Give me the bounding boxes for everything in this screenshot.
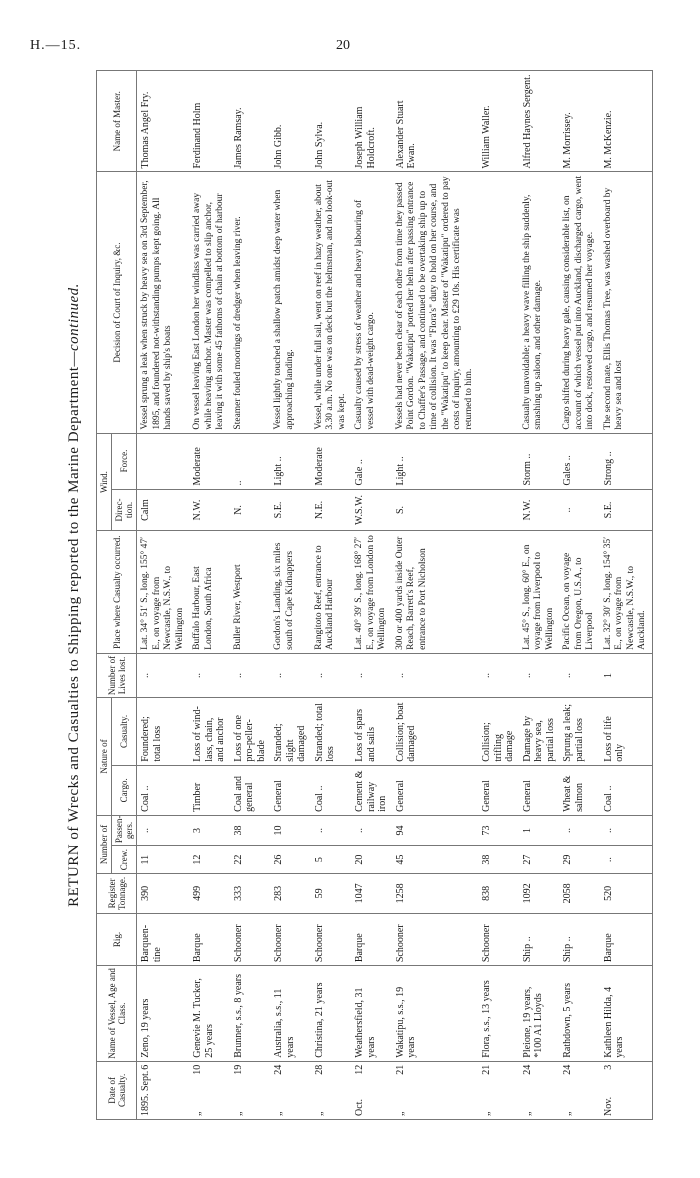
cell-cargo: General xyxy=(392,765,479,815)
cell-tonnage: 1092 xyxy=(519,874,560,914)
cell-place: Lat. 40° 39′ S., long. 168° 27′ E., on voyage from London to Wellington xyxy=(351,531,392,653)
table-row xyxy=(137,71,190,1120)
cell-passengers: 3 xyxy=(189,815,230,845)
header-cargo: Cargo. xyxy=(112,765,137,815)
page-ref: H.—15. xyxy=(30,38,82,53)
cell-direction: Calm xyxy=(137,489,190,531)
cell-casualty: Stranded; slight damaged xyxy=(270,698,311,766)
table-row xyxy=(311,71,352,1120)
date-month: „ xyxy=(313,1111,325,1116)
cell-tonnage: 283 xyxy=(270,874,311,914)
header-number-of: Number of xyxy=(97,815,112,873)
cell-lives: .. xyxy=(392,653,479,697)
cell-passengers: 94 xyxy=(392,815,479,845)
cell-place: 300 or 400 yards inside Outer Reach, Barrett's Reef, entrance to Port Nicholson xyxy=(392,531,479,653)
cell-passengers: 10 xyxy=(270,815,311,845)
date-month: „ xyxy=(481,1111,492,1116)
cell-lives: .. xyxy=(519,653,560,697)
cell-force: Moderate xyxy=(189,433,230,489)
cell-place: Lat. 45° S., long. 60° E., on voyage from Liverpool to Wellington xyxy=(519,531,560,653)
cell-direction: S.E. xyxy=(270,489,311,531)
cell-direction: N.E. xyxy=(311,489,352,531)
header-master: Name of Master. xyxy=(97,71,137,173)
page-number: 20 xyxy=(336,38,350,53)
cell-date xyxy=(270,1061,311,1119)
cell-master: John Sylva. xyxy=(311,71,352,173)
cell-crew: 12 xyxy=(189,846,230,874)
cell-cargo: General xyxy=(270,765,311,815)
cell-force: Light .. xyxy=(392,433,479,489)
table-row xyxy=(230,71,271,1120)
cell-decision: Steamer fouled moorings of dredger when leaving river. xyxy=(230,172,271,433)
date-day: 6 xyxy=(140,1064,151,1070)
cell-vessel: Wakatipu, s.s., 19 years xyxy=(392,966,479,1062)
cell-vessel: Flora, s.s., 13 years xyxy=(478,966,519,1062)
title-continued: continued. xyxy=(66,283,82,351)
date-month: „ xyxy=(232,1111,244,1116)
cell-decision: Vessel sprung a leak when struck by heavy sea on 3rd September, 1895, and foundered not-withstanding pumps kept going. All hands saved by ship's boats xyxy=(137,172,190,433)
cell-casualty: Loss of spars and sails xyxy=(351,698,392,766)
table-row xyxy=(559,71,600,1120)
date-month: „ xyxy=(521,1111,533,1116)
cell-force xyxy=(137,433,190,489)
cell-cargo: Wheat & salmon xyxy=(559,765,600,815)
header-date: Date of Casualty. xyxy=(97,1061,137,1119)
cell-vessel: Genevie M. Tucker, 25 years xyxy=(189,966,230,1062)
cell-rig: Ship .. xyxy=(519,913,560,965)
cell-force: Storm .. xyxy=(519,433,560,489)
header-casualty: Casualty. xyxy=(112,698,137,766)
cell-casualty: Stranded; total loss xyxy=(311,698,352,766)
cell-master: M. Morrissey. xyxy=(559,71,600,173)
cell-passengers: 38 xyxy=(230,815,271,845)
cell-rig: Schooner xyxy=(270,913,311,965)
table-row xyxy=(270,71,311,1120)
date-day: 24 xyxy=(273,1064,284,1075)
cell-passengers: .. xyxy=(559,815,600,845)
cell-rig: Schooner xyxy=(478,913,519,965)
cell-force: Strong .. xyxy=(600,433,653,489)
cell-cargo: Coal .. xyxy=(311,765,352,815)
table-row xyxy=(189,71,230,1120)
cell-vessel: Christina, 21 years xyxy=(311,966,352,1062)
cell-casualty: Foundered; total loss xyxy=(137,698,190,766)
date-month: „ xyxy=(394,1111,406,1116)
cell-decision: On vessel leaving East London her windlass was carried away while heaving anchor. Master was compelled to slip anchor, leaving it with some 45 fathoms of chain at bottom of harbour xyxy=(189,172,230,433)
cell-casualty: Loss of wind-lass, chain, and anchor xyxy=(189,698,230,766)
cell-crew: 20 xyxy=(351,846,392,874)
cell-force: Light .. xyxy=(270,433,311,489)
cell-date xyxy=(478,1061,519,1119)
header-force: Force. xyxy=(112,433,137,489)
cell-rig: Barque xyxy=(600,913,653,965)
cell-rig: Schooner xyxy=(392,913,479,965)
cell-date xyxy=(189,1061,230,1119)
cell-lives: .. xyxy=(230,653,271,697)
cell-cargo: General xyxy=(519,765,560,815)
rotated-table-page xyxy=(62,70,700,1120)
cell-cargo: Cement & railway iron xyxy=(351,765,392,815)
header-place: Place where Casualty occurred. xyxy=(97,531,137,653)
cell-decision: Casualty unavoidable; a heavy wave filling the ship suddenly, smashing up saloon, and other damage. xyxy=(519,172,560,433)
cell-direction: .. xyxy=(559,489,600,531)
cell-lives: .. xyxy=(559,653,600,697)
cell-master: Thomas Angel Fry. xyxy=(137,71,190,173)
date-day: 12 xyxy=(354,1064,365,1075)
cell-lives: .. xyxy=(270,653,311,697)
header-tonnage: Register Tonnage. xyxy=(97,874,137,914)
cell-master: Joseph William Holdcroft. xyxy=(351,71,392,173)
cell-crew: .. xyxy=(600,846,653,874)
cell-force: Gale .. xyxy=(351,433,392,489)
header-wind: Wind. xyxy=(97,433,112,531)
cell-rig: Barque xyxy=(351,913,392,965)
header-vessel: Name of Vessel, Age and Class. xyxy=(97,966,137,1062)
header-rig: Rig. xyxy=(97,913,137,965)
cell-cargo: Coal .. xyxy=(600,765,653,815)
cell-rig: Schooner xyxy=(311,913,352,965)
cell-master: Alfred Haynes Sergent. xyxy=(519,71,560,173)
cell-decision: Cargo shifted during heavy gale, causing considerable list, on account of which vessel put into Auckland, discharged cargo, went into dock, restowed cargo, and resumed her voyage. xyxy=(559,172,600,433)
cell-date xyxy=(137,1061,190,1119)
cell-decision: Vessel, while under full sail, went on reef in hazy weather, about 3.30 a.m. No one was on deck but the helmsman, and no look-out was kept. xyxy=(311,172,352,433)
header-crew: Crew. xyxy=(112,846,137,874)
cell-place: Buffalo Harbour, East London, South Africa xyxy=(189,531,230,653)
title-main: RETURN of Wrecks and Casualties to Shipping reported to the Marine Department— xyxy=(66,351,82,907)
cell-lives: .. xyxy=(311,653,352,697)
cell-decision: Casualty caused by stress of weather and heavy labouring of vessel with dead-weight cargo. xyxy=(351,172,392,433)
cell-passengers: .. xyxy=(351,815,392,845)
cell-crew: 22 xyxy=(230,846,271,874)
date-day: 24 xyxy=(562,1064,573,1075)
cell-lives: .. xyxy=(478,653,519,697)
cell-place xyxy=(478,531,519,653)
cell-vessel: Weathersfield, 31 years xyxy=(351,966,392,1062)
cell-date xyxy=(230,1061,271,1119)
cell-crew: 29 xyxy=(559,846,600,874)
cell-master: William Waller. xyxy=(478,71,519,173)
date-month: „ xyxy=(273,1111,284,1116)
cell-date xyxy=(519,1061,560,1119)
header-passengers: Passen- gers. xyxy=(112,815,137,845)
header-decision: Decision of Court of Inquiry, &c. xyxy=(97,172,137,433)
cell-place: Pacific Ocean, on voyage from Oregon, U.S.A., to Liverpool xyxy=(559,531,600,653)
cell-date xyxy=(392,1061,479,1119)
cell-passengers: .. xyxy=(137,815,190,845)
date-month: Oct. xyxy=(354,1099,365,1116)
cell-master: James Ramsay. xyxy=(230,71,271,173)
cell-date xyxy=(351,1061,392,1119)
table-row xyxy=(600,71,653,1120)
cell-crew: 38 xyxy=(478,846,519,874)
cell-vessel: Brunner, s.s., 8 years xyxy=(230,966,271,1062)
cell-decision: Vessels had never been clear of each other from time they passed Point Gordon. "Wakatipu" ported her helm after passing entrance to Chaffer's Passage, and continued to be overtaking ship up to time of collision. It was "Flora's" duty to hold on her course, and the "Wakatipu" to keep clear. Master of "Wakatipu" ordered to pay costs of inquiry, amounting to £29 10s. His certificate was returned to him. xyxy=(392,172,479,433)
cell-rig: Barquen- tine xyxy=(137,913,190,965)
date-day: 3 xyxy=(602,1064,614,1070)
cell-direction: W.S.W. xyxy=(351,489,392,531)
cell-decision xyxy=(478,172,519,433)
cell-force: Gales .. xyxy=(559,433,600,489)
cell-crew: 5 xyxy=(311,846,352,874)
document-title xyxy=(66,70,83,1120)
cell-place: Gordon's Landing, six miles south of Cape Kidnappers xyxy=(270,531,311,653)
cell-tonnage: 838 xyxy=(478,874,519,914)
cell-lives: .. xyxy=(137,653,190,697)
cell-rig: Schooner xyxy=(230,913,271,965)
cell-casualty: Loss of life only xyxy=(600,698,653,766)
date-day: 21 xyxy=(481,1064,492,1075)
date-month: „ xyxy=(562,1111,573,1116)
cell-direction: S.E. xyxy=(600,489,653,531)
date-day: 28 xyxy=(313,1064,325,1075)
cell-tonnage: 520 xyxy=(600,874,653,914)
cell-place: Lat. 32° 30′ S., long. 154° 35′ E., on voyage from Newcastle, N.S.W., to Auckland. xyxy=(600,531,653,653)
cell-date xyxy=(600,1061,653,1119)
cell-tonnage: 1047 xyxy=(351,874,392,914)
cell-force: Moderate xyxy=(311,433,352,489)
cell-casualty: Collision; boat damaged xyxy=(392,698,479,766)
cell-casualty: Collision; trifling damage xyxy=(478,698,519,766)
cell-lives: .. xyxy=(351,653,392,697)
cell-crew: 27 xyxy=(519,846,560,874)
cell-tonnage: 499 xyxy=(189,874,230,914)
cell-vessel: Kathleen Hilda, 4 years xyxy=(600,966,653,1062)
cell-crew: 11 xyxy=(137,846,190,874)
date-month: Nov. xyxy=(602,1096,614,1116)
table-row xyxy=(519,71,560,1120)
cell-decision: The second mate, Ellis Thomas Tree, was washed overboard by heavy sea and lost xyxy=(600,172,653,433)
cell-tonnage: 59 xyxy=(311,874,352,914)
date-day: 21 xyxy=(394,1064,406,1075)
cell-direction: N.W. xyxy=(189,489,230,531)
cell-cargo: Coal .. xyxy=(137,765,190,815)
cell-vessel: Zeno, 19 years xyxy=(137,966,190,1062)
cell-direction: N. xyxy=(230,489,271,531)
cell-master: John Gibb. xyxy=(270,71,311,173)
cell-force: .. xyxy=(230,433,271,489)
date-day: 10 xyxy=(192,1064,203,1075)
cell-casualty: Loss of one pro-peller-blade xyxy=(230,698,271,766)
date-day: 19 xyxy=(232,1064,244,1075)
cell-passengers: 1 xyxy=(519,815,560,845)
table-row xyxy=(351,71,392,1120)
date-day: 24 xyxy=(521,1064,533,1075)
header-lives: Number of Lives lost. xyxy=(97,653,137,697)
cell-place: Rangitoto Reef, entrance to Auckland Harbour xyxy=(311,531,352,653)
cell-vessel: Rathdown, 5 years xyxy=(559,966,600,1062)
cell-tonnage: 1258 xyxy=(392,874,479,914)
cell-date xyxy=(311,1061,352,1119)
cell-lives: .. xyxy=(189,653,230,697)
cell-passengers: .. xyxy=(600,815,653,845)
cell-direction: S. xyxy=(392,489,479,531)
cell-master: Ferdinand Holm xyxy=(189,71,230,173)
cell-tonnage: 2058 xyxy=(559,874,600,914)
cell-place: Lat. 34° 51′ S., long. 155° 47′ E., on voyage from Newcastle, N.S.W., to Wellington xyxy=(137,531,190,653)
cell-master: M. McKenzie. xyxy=(600,71,653,173)
cell-crew: 26 xyxy=(270,846,311,874)
cell-master: Alexander Stuart Ewan. xyxy=(392,71,479,173)
cell-rig: Ship .. xyxy=(559,913,600,965)
cell-passengers: .. xyxy=(311,815,352,845)
header-nature-of: Nature of xyxy=(97,698,112,816)
cell-crew: 45 xyxy=(392,846,479,874)
cell-rig: Barque xyxy=(189,913,230,965)
cell-date xyxy=(559,1061,600,1119)
cell-cargo: Timber xyxy=(189,765,230,815)
cell-direction xyxy=(478,489,519,531)
cell-vessel: Australia, s.s., 11 years xyxy=(270,966,311,1062)
cell-direction: N.W. xyxy=(519,489,560,531)
date-month: „ xyxy=(192,1111,203,1116)
cell-tonnage: 390 xyxy=(137,874,190,914)
cell-passengers: 73 xyxy=(478,815,519,845)
cell-casualty: Sprung a leak; partial loss xyxy=(559,698,600,766)
wrecks-table xyxy=(96,70,653,1120)
cell-cargo: General xyxy=(478,765,519,815)
cell-lives: 1 xyxy=(600,653,653,697)
header-direction: Direc- tion. xyxy=(112,489,137,531)
cell-decision: Vessel lightly touched a shallow patch amidst deep water when approaching landing. xyxy=(270,172,311,433)
cell-force xyxy=(478,433,519,489)
date-month: 1895. Sept. xyxy=(140,1070,151,1116)
cell-vessel: Pleione, 19 years, *100 A1 Lloyds xyxy=(519,966,560,1062)
table-body xyxy=(137,71,653,1120)
cell-casualty: Damage by heavy sea, partial loss xyxy=(519,698,560,766)
cell-tonnage: 333 xyxy=(230,874,271,914)
table-row xyxy=(478,71,519,1120)
cell-cargo: Coal and general xyxy=(230,765,271,815)
table-row xyxy=(392,71,479,1120)
cell-place: Buller River, Westport xyxy=(230,531,271,653)
